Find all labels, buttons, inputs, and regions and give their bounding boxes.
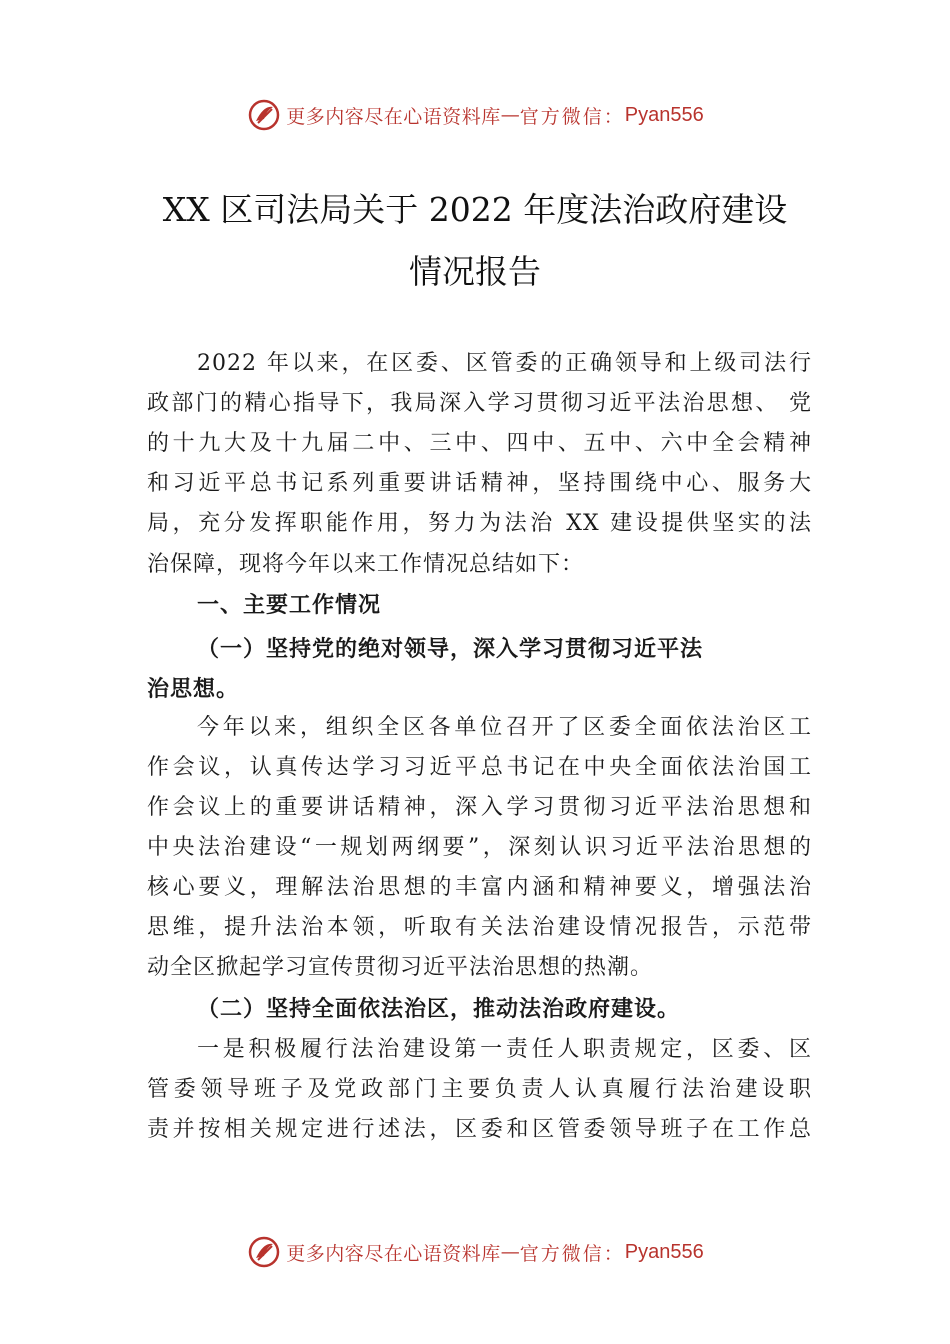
header-banner bbox=[0, 95, 950, 135]
body-line: 动全区掀起学习宣传贯彻习近平法治思想的热潮。 bbox=[147, 955, 654, 980]
brand-logo-icon bbox=[246, 97, 282, 133]
banner-label: 官方微信： bbox=[519, 105, 625, 128]
banner-dash: — bbox=[500, 1241, 520, 1263]
banner-handle: Pyan556 bbox=[624, 1240, 704, 1263]
footer-banner bbox=[0, 1232, 950, 1272]
intro-line: 2022 年以来，在区委、区管委的正确领导和上级司法行 bbox=[197, 351, 812, 376]
banner-handle: Pyan556 bbox=[624, 103, 704, 126]
intro-line: 治保障，现将今年以来工作情况总结如下： bbox=[147, 552, 585, 577]
intro-line: 政部门的精心指导下，我局深入学习贯彻习近平法治思想、 党 bbox=[147, 391, 812, 416]
section-heading: 一、主要工作情况 bbox=[197, 593, 382, 618]
brand-logo-icon bbox=[246, 1234, 282, 1270]
body-line: 责并按相关规定进行述法，区委和区管委领导班子在工作总 bbox=[147, 1117, 812, 1142]
banner-brand: 更多内容尽在心语资料库 bbox=[286, 105, 501, 128]
subsection-title: 治思想。 bbox=[147, 676, 240, 702]
body-line: 一是积极履行法治建设第一责任人职责规定，区委、区 bbox=[197, 1037, 812, 1062]
document-title-line-2: 情况报告 bbox=[409, 252, 541, 291]
banner-brand: 更多内容尽在心语资料库 bbox=[286, 1242, 501, 1265]
subsection-title: （一）坚持党的绝对领导，深入学习贯彻习近平法 bbox=[197, 636, 704, 662]
body-line: 今年以来，组织全区各单位召开了区委全面依法治区工 bbox=[197, 715, 812, 740]
intro-line: 局，充分发挥职能作用，努力为法治 XX 建设提供坚实的法 bbox=[147, 511, 812, 536]
body-line: 作会议上的重要讲话精神，深入学习贯彻习近平法治思想和 bbox=[147, 795, 812, 820]
document-title-line-1: XX 区司法局关于 2022 年度法治政府建设 bbox=[162, 190, 788, 229]
intro-line: 和习近平总书记系列重要讲话精神，坚持围绕中心、服务大 bbox=[147, 471, 812, 496]
banner-label: 官方微信： bbox=[519, 1242, 625, 1265]
banner-dash: — bbox=[500, 104, 520, 126]
body-line: 思维，提升法治本领，听取有关法治建设情况报告，示范带 bbox=[147, 915, 812, 940]
subsection-title: （二）坚持全面依法治区，推动法治政府建设。 bbox=[197, 996, 681, 1022]
body-line: 核心要义，理解法治思想的丰富内涵和精神要义，增强法治 bbox=[147, 875, 812, 900]
intro-line: 的十九大及十九届二中、三中、四中、五中、六中全会精神 bbox=[147, 431, 812, 456]
body-line: 中央法治建设“一规划两纲要”，深刻认识习近平法治思想的 bbox=[147, 835, 812, 860]
body-line: 管委领导班子及党政部门主要负责人认真履行法治建设职 bbox=[147, 1077, 812, 1102]
body-line: 作会议，认真传达学习习近平总书记在中央全面依法治国工 bbox=[147, 755, 812, 780]
